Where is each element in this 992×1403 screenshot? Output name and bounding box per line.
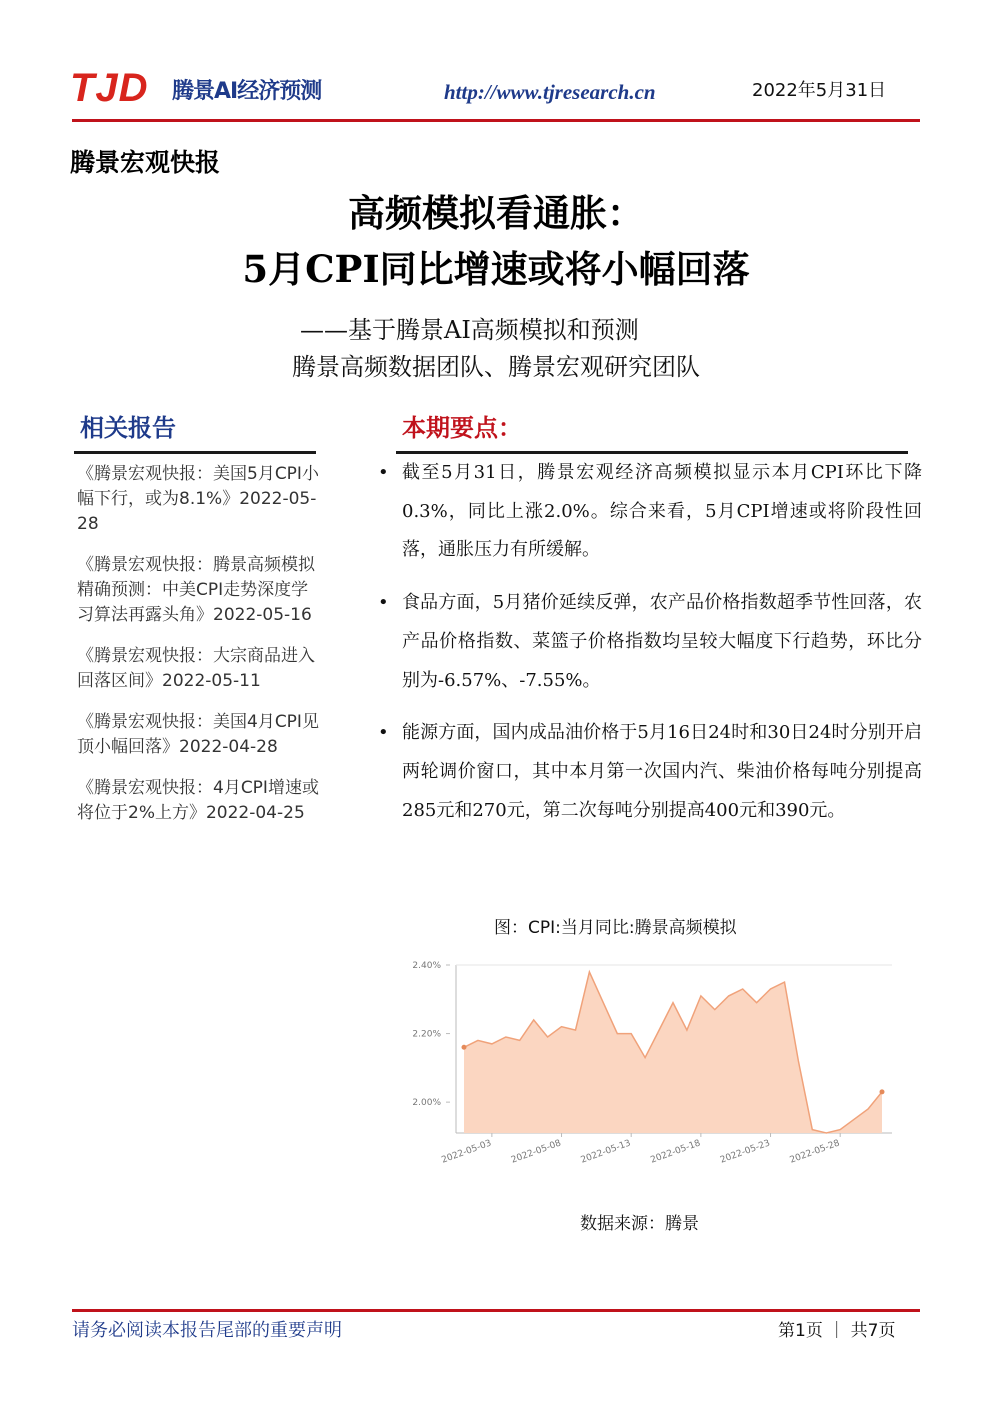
bullet-icon: • <box>378 462 389 483</box>
key-points-list <box>372 454 922 844</box>
y-tick-label: 2.40% <box>412 961 441 971</box>
related-report-item[interactable]: 《腾景宏观快报：大宗商品进入回落区间》2022-05-11 <box>77 646 315 691</box>
report-date: 2022年5月31日 <box>752 80 887 101</box>
page-indicator: 第1页 ｜ 共7页 <box>778 1321 896 1341</box>
x-tick-label: 2022-05-13 <box>579 1138 633 1166</box>
footer-divider <box>72 1309 920 1312</box>
related-reports-list <box>77 462 321 842</box>
related-reports-divider <box>74 451 316 454</box>
y-tick-label: 2.00% <box>412 1098 441 1109</box>
key-point-text: 能源方面，国内成品油价格于5月16日24时和30日24时分别开启两轮调价窗口，其中本月第一次国内汽、柴油价格每吨分别提高285元和270元，第二次每吨分别提高400元和390元。 <box>402 722 922 821</box>
brand-logo-name: 腾景AI经济预测 <box>172 79 322 104</box>
x-tick-label: 2022-05-23 <box>718 1138 772 1166</box>
series-area <box>464 972 882 1133</box>
key-point-item <box>372 714 922 830</box>
cpi-area-chart <box>376 950 910 1180</box>
related-report-item[interactable]: 《腾景宏观快报：美国5月CPI小幅下行，或为8.1%》2022-05-28 <box>77 464 319 534</box>
data-point-start <box>462 1045 467 1050</box>
related-report-item[interactable]: 《腾景宏观快报：腾景高频模拟精确预测：中美CPI走势深度学习算法再露头角》2022-05-16 <box>77 555 315 625</box>
x-tick-label: 2022-05-08 <box>509 1138 563 1166</box>
key-point-text: 截至5月31日，腾景宏观经济高频模拟显示本月CPI环比下降0.3%，同比上涨2.0%。综合来看，5月CPI增速或将阶段性回落，通胀压力有所缓解。 <box>402 462 922 561</box>
series-title: 腾景宏观快报 <box>70 148 221 177</box>
page-title-line-2: 5月CPI同比增速或将小幅回落 <box>242 247 750 291</box>
header-divider <box>72 119 920 122</box>
author-teams: 腾景高频数据团队、腾景宏观研究团队 <box>292 353 700 381</box>
related-report-item[interactable]: 《腾景宏观快报：4月CPI增速或将位于2%上方》2022-04-25 <box>77 778 319 823</box>
bullet-icon: • <box>378 722 389 744</box>
x-tick-label: 2022-05-18 <box>649 1138 702 1166</box>
figure-source: 数据来源：腾景 <box>580 1214 699 1234</box>
related-report-item[interactable]: 《腾景宏观快报：美国4月CPI见顶小幅回落》2022-04-28 <box>77 712 319 757</box>
key-points-heading: 本期要点： <box>402 413 522 442</box>
brand-logo-mark: TJD <box>70 66 149 110</box>
bullet-icon: • <box>378 592 389 614</box>
x-tick-label: 2022-05-28 <box>788 1138 842 1166</box>
page-title-line-1: 高频模拟看通胀： <box>348 191 644 235</box>
x-tick-label: 2022-05-03 <box>440 1138 493 1166</box>
website-link[interactable]: http://www.tjresearch.cn <box>444 80 656 104</box>
related-reports-heading: 相关报告 <box>80 413 176 442</box>
data-point-end <box>880 1089 885 1094</box>
figure-title: 图：CPI:当月同比:腾景高频模拟 <box>494 918 737 938</box>
key-point-text: 食品方面，5月猪价延续反弹，农产品价格指数超季节性回落，农产品价格指数、菜篮子价格指数均呈较大幅度下行趋势，环比分别为-6.57%、-7.55%。 <box>402 592 922 691</box>
disclaimer-notice: 请务必阅读本报告尾部的重要声明 <box>72 1320 342 1341</box>
key-point-item <box>372 584 922 700</box>
page-subtitle: ——基于腾景AI高频模拟和预测 <box>300 316 639 344</box>
y-tick-label: 2.20% <box>412 1029 441 1040</box>
key-point-item <box>372 454 922 570</box>
